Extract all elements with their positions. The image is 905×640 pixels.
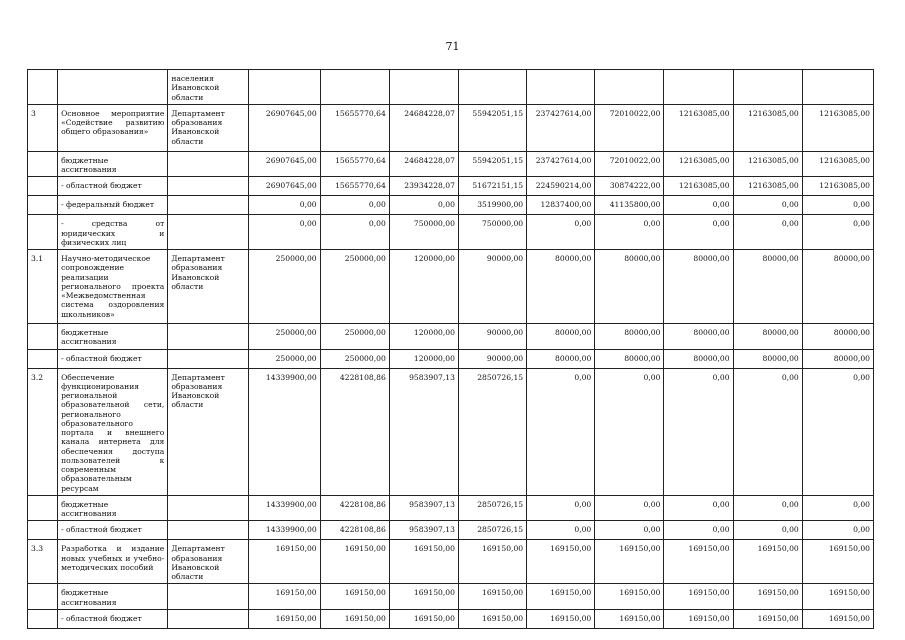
value-cell: 169150,00 [248, 584, 320, 610]
value-cell: 0,00 [664, 495, 733, 521]
value-cell: 169150,00 [320, 584, 389, 610]
value-cell: 51672151,15 [458, 177, 526, 196]
description-cell: - областной бюджет [58, 609, 168, 628]
value-cell: 90000,00 [458, 324, 526, 350]
value-cell: 14339900,00 [248, 521, 320, 540]
row-number-cell: 3.3 [28, 540, 58, 584]
value-cell: 4228108,86 [320, 495, 389, 521]
value-cell: 26907645,00 [248, 177, 320, 196]
row-number-cell [28, 215, 58, 250]
value-cell [527, 70, 595, 105]
value-cell: 80000,00 [595, 349, 664, 368]
row-number-cell [28, 609, 58, 628]
value-cell: 169150,00 [733, 609, 802, 628]
row-number-cell [28, 521, 58, 540]
value-cell: 169150,00 [595, 540, 664, 584]
value-cell: 15655770,64 [320, 104, 389, 151]
value-cell: 169150,00 [389, 609, 458, 628]
executor-cell [168, 609, 248, 628]
value-cell: 0,00 [527, 368, 595, 495]
value-cell: 0,00 [320, 196, 389, 215]
table-row [28, 250, 874, 324]
description-cell: бюджетные ассигнования [58, 495, 168, 521]
value-cell: 9583907,13 [389, 521, 458, 540]
value-cell: 0,00 [595, 521, 664, 540]
table-row [28, 151, 874, 177]
value-cell: 0,00 [802, 196, 873, 215]
value-cell: 12837400,00 [527, 196, 595, 215]
row-number-cell [28, 177, 58, 196]
value-cell: 0,00 [802, 368, 873, 495]
value-cell: 12163085,00 [664, 104, 733, 151]
table-row [28, 196, 874, 215]
row-number-cell [28, 70, 58, 105]
value-cell: 169150,00 [527, 609, 595, 628]
value-cell: 15655770,64 [320, 177, 389, 196]
value-cell: 0,00 [733, 215, 802, 250]
value-cell: 0,00 [595, 495, 664, 521]
value-cell: 12163085,00 [802, 151, 873, 177]
value-cell: 0,00 [733, 368, 802, 495]
table-row [28, 368, 874, 495]
value-cell: 0,00 [664, 368, 733, 495]
value-cell: 72010022,00 [595, 104, 664, 151]
value-cell: 55942051,15 [458, 104, 526, 151]
table-row [28, 70, 874, 105]
table-row [28, 215, 874, 250]
row-number-cell [28, 349, 58, 368]
value-cell: 14339900,00 [248, 368, 320, 495]
description-cell: - средства от юридических и физических лиц [58, 215, 168, 250]
value-cell: 80000,00 [664, 250, 733, 324]
description-cell [58, 70, 168, 105]
row-number-cell: 3.2 [28, 368, 58, 495]
description-cell: - областной бюджет [58, 177, 168, 196]
row-number-cell [28, 324, 58, 350]
description-cell: Обеспечение функционирования региональной образовательной сети, регионального образовательного портала и внешнего канала интернета для обеспечения доступа пользователей к современным образовательным ресурсам [58, 368, 168, 495]
value-cell: 169150,00 [802, 584, 873, 610]
executor-cell [168, 196, 248, 215]
value-cell: 0,00 [664, 521, 733, 540]
value-cell: 0,00 [248, 215, 320, 250]
value-cell: 0,00 [595, 368, 664, 495]
value-cell: 169150,00 [595, 584, 664, 610]
table-row [28, 609, 874, 628]
table-row [28, 584, 874, 610]
value-cell: 169150,00 [527, 540, 595, 584]
value-cell [248, 70, 320, 105]
value-cell: 23934228,07 [389, 177, 458, 196]
budget-table [27, 69, 874, 629]
value-cell: 80000,00 [733, 250, 802, 324]
description-cell: бюджетные ассигнования [58, 151, 168, 177]
executor-cell: Департамент образования Ивановской области [168, 104, 248, 151]
value-cell: 0,00 [733, 495, 802, 521]
value-cell [458, 70, 526, 105]
value-cell: 0,00 [802, 215, 873, 250]
table-row [28, 349, 874, 368]
value-cell: 169150,00 [802, 609, 873, 628]
value-cell: 80000,00 [527, 349, 595, 368]
value-cell: 80000,00 [595, 324, 664, 350]
value-cell: 169150,00 [733, 540, 802, 584]
table-row [28, 177, 874, 196]
page-number: 71 [445, 40, 460, 53]
value-cell: 12163085,00 [664, 151, 733, 177]
value-cell: 4228108,86 [320, 368, 389, 495]
value-cell: 169150,00 [389, 584, 458, 610]
description-cell: Основное мероприятие «Содействие развитию общего образования» [58, 104, 168, 151]
value-cell [595, 70, 664, 105]
value-cell: 12163085,00 [733, 151, 802, 177]
value-cell: 80000,00 [595, 250, 664, 324]
executor-cell [168, 177, 248, 196]
value-cell: 2850726,15 [458, 495, 526, 521]
value-cell: 0,00 [527, 521, 595, 540]
value-cell: 169150,00 [664, 609, 733, 628]
value-cell: 169150,00 [595, 609, 664, 628]
value-cell: 169150,00 [320, 609, 389, 628]
executor-cell: Департамент образования Ивановской области [168, 250, 248, 324]
value-cell: 24684228,07 [389, 151, 458, 177]
value-cell: 169150,00 [802, 540, 873, 584]
value-cell: 250000,00 [248, 324, 320, 350]
value-cell: 80000,00 [527, 324, 595, 350]
value-cell: 250000,00 [248, 250, 320, 324]
executor-cell [168, 215, 248, 250]
value-cell: 2850726,15 [458, 368, 526, 495]
value-cell: 120000,00 [389, 349, 458, 368]
value-cell: 80000,00 [802, 324, 873, 350]
value-cell: 0,00 [248, 196, 320, 215]
value-cell: 169150,00 [664, 584, 733, 610]
table-row [28, 324, 874, 350]
description-cell: - федеральный бюджет [58, 196, 168, 215]
value-cell: 41135800,00 [595, 196, 664, 215]
executor-cell [168, 495, 248, 521]
value-cell: 12163085,00 [733, 104, 802, 151]
description-cell: бюджетные ассигнования [58, 324, 168, 350]
executor-cell: населения Ивановской области [168, 70, 248, 105]
value-cell: 0,00 [733, 196, 802, 215]
value-cell: 72010022,00 [595, 151, 664, 177]
value-cell: 0,00 [527, 215, 595, 250]
executor-cell [168, 151, 248, 177]
value-cell: 169150,00 [320, 540, 389, 584]
value-cell: 3519900,00 [458, 196, 526, 215]
executor-cell [168, 349, 248, 368]
value-cell: 0,00 [320, 215, 389, 250]
value-cell: 15655770,64 [320, 151, 389, 177]
executor-cell: Департамент образования Ивановской области [168, 368, 248, 495]
table-row [28, 495, 874, 521]
value-cell: 9583907,13 [389, 495, 458, 521]
value-cell: 169150,00 [458, 609, 526, 628]
value-cell: 80000,00 [733, 324, 802, 350]
value-cell: 0,00 [595, 215, 664, 250]
value-cell: 224590214,00 [527, 177, 595, 196]
value-cell: 0,00 [389, 196, 458, 215]
row-number-cell [28, 495, 58, 521]
value-cell: 14339900,00 [248, 495, 320, 521]
executor-cell: Департамент образования Ивановской области [168, 540, 248, 584]
description-cell: Разработка и издание новых учебных и учебно-методических пособий [58, 540, 168, 584]
value-cell: 250000,00 [320, 349, 389, 368]
row-number-cell [28, 196, 58, 215]
executor-cell [168, 324, 248, 350]
value-cell: 237427614,00 [527, 151, 595, 177]
value-cell: 0,00 [664, 215, 733, 250]
value-cell: 80000,00 [733, 349, 802, 368]
row-number-cell [28, 151, 58, 177]
value-cell [389, 70, 458, 105]
value-cell: 80000,00 [664, 324, 733, 350]
row-number-cell: 3 [28, 104, 58, 151]
value-cell: 0,00 [664, 196, 733, 215]
value-cell [320, 70, 389, 105]
executor-cell [168, 584, 248, 610]
value-cell: 12163085,00 [733, 177, 802, 196]
value-cell: 169150,00 [248, 609, 320, 628]
value-cell: 169150,00 [248, 540, 320, 584]
value-cell: 169150,00 [527, 584, 595, 610]
value-cell: 169150,00 [458, 540, 526, 584]
value-cell: 80000,00 [802, 250, 873, 324]
value-cell [664, 70, 733, 105]
value-cell: 0,00 [802, 495, 873, 521]
value-cell: 169150,00 [733, 584, 802, 610]
value-cell: 250000,00 [320, 324, 389, 350]
value-cell: 24684228,07 [389, 104, 458, 151]
value-cell: 169150,00 [389, 540, 458, 584]
value-cell: 120000,00 [389, 324, 458, 350]
value-cell: 80000,00 [802, 349, 873, 368]
row-number-cell [28, 584, 58, 610]
value-cell: 169150,00 [458, 584, 526, 610]
value-cell [733, 70, 802, 105]
value-cell: 12163085,00 [802, 104, 873, 151]
table-row [28, 540, 874, 584]
value-cell: 80000,00 [527, 250, 595, 324]
value-cell: 0,00 [733, 521, 802, 540]
value-cell: 250000,00 [248, 349, 320, 368]
value-cell [802, 70, 873, 105]
description-cell: - областной бюджет [58, 349, 168, 368]
description-cell: бюджетные ассигнования [58, 584, 168, 610]
value-cell: 12163085,00 [664, 177, 733, 196]
value-cell: 30874222,00 [595, 177, 664, 196]
value-cell: 12163085,00 [802, 177, 873, 196]
value-cell: 55942051,15 [458, 151, 526, 177]
value-cell: 90000,00 [458, 250, 526, 324]
value-cell: 750000,00 [458, 215, 526, 250]
value-cell: 26907645,00 [248, 151, 320, 177]
table-row [28, 104, 874, 151]
value-cell: 2850726,15 [458, 521, 526, 540]
description-cell: Научно-методическое сопровождение реализации регионального проекта «Межведомственная система оздоровления школьников» [58, 250, 168, 324]
description-cell: - областной бюджет [58, 521, 168, 540]
value-cell: 750000,00 [389, 215, 458, 250]
value-cell: 9583907,13 [389, 368, 458, 495]
value-cell: 169150,00 [664, 540, 733, 584]
value-cell: 120000,00 [389, 250, 458, 324]
value-cell: 80000,00 [664, 349, 733, 368]
table-row [28, 521, 874, 540]
value-cell: 250000,00 [320, 250, 389, 324]
value-cell: 0,00 [527, 495, 595, 521]
value-cell: 90000,00 [458, 349, 526, 368]
value-cell: 26907645,00 [248, 104, 320, 151]
value-cell: 237427614,00 [527, 104, 595, 151]
value-cell: 0,00 [802, 521, 873, 540]
row-number-cell: 3.1 [28, 250, 58, 324]
value-cell: 4228108,86 [320, 521, 389, 540]
executor-cell [168, 521, 248, 540]
